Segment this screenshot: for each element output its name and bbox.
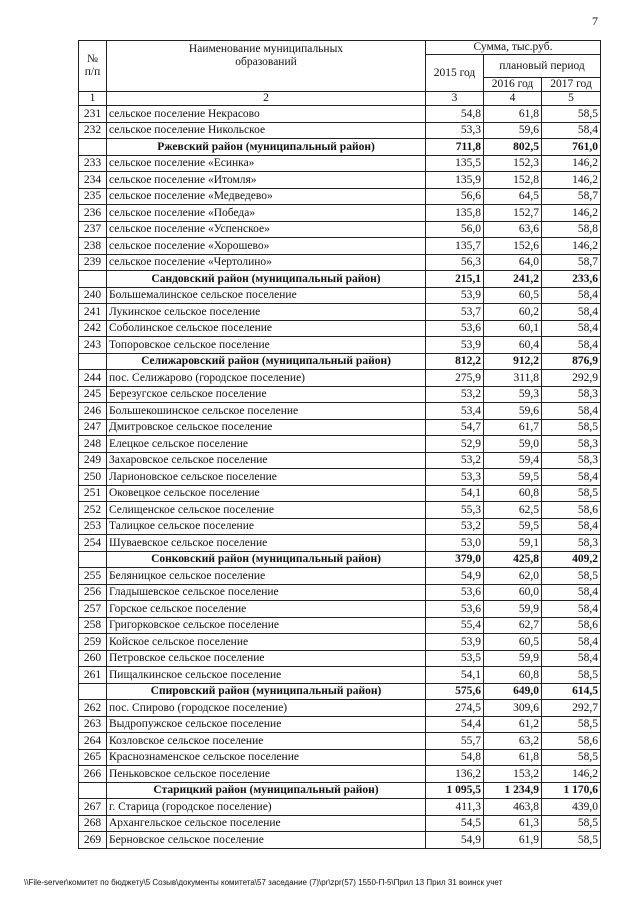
- municipality-name: Талицкое сельское поселение: [107, 518, 426, 535]
- amount-2015: 215,1: [426, 271, 484, 288]
- table-row: [79, 254, 601, 271]
- row-number: [79, 139, 107, 156]
- amount-2017: 58,5: [542, 749, 601, 766]
- municipality-name: Березугское сельское поселение: [107, 386, 426, 403]
- row-number: 262: [79, 700, 107, 717]
- table-row: [79, 287, 601, 304]
- amount-2015: 55,4: [426, 617, 484, 634]
- amount-2016: 60,0: [484, 584, 542, 601]
- amount-2015: 575,6: [426, 683, 484, 700]
- amount-2017: 146,2: [542, 172, 601, 189]
- amount-2017: 146,2: [542, 766, 601, 783]
- row-number: 245: [79, 386, 107, 403]
- amount-2015: 54,5: [426, 815, 484, 832]
- table-row: [79, 205, 601, 222]
- row-number: 254: [79, 535, 107, 552]
- row-number: 261: [79, 667, 107, 684]
- row-number: 241: [79, 304, 107, 321]
- amount-2016: 61,2: [484, 716, 542, 733]
- amount-2016: 912,2: [484, 353, 542, 370]
- district-row: [79, 782, 601, 799]
- table-row: [79, 634, 601, 651]
- table-row: [79, 766, 601, 783]
- table-row: [79, 700, 601, 717]
- table-row: [79, 733, 601, 750]
- municipality-name: Сонковский район (муниципальный район): [107, 551, 426, 568]
- row-number: 243: [79, 337, 107, 354]
- row-number: 255: [79, 568, 107, 585]
- municipality-name: Пеньковское сельское поселение: [107, 766, 426, 783]
- amount-2016: 425,8: [484, 551, 542, 568]
- municipality-name: Оковецкое сельское поселение: [107, 485, 426, 502]
- amount-2015: 53,5: [426, 650, 484, 667]
- table-row: [79, 502, 601, 519]
- table-row: [79, 799, 601, 816]
- table-row: [79, 535, 601, 552]
- amount-2017: 233,6: [542, 271, 601, 288]
- row-number: 265: [79, 749, 107, 766]
- amount-2017: 146,2: [542, 205, 601, 222]
- municipality-name: г. Старица (городское поселение): [107, 799, 426, 816]
- amount-2015: 55,3: [426, 502, 484, 519]
- row-number: 266: [79, 766, 107, 783]
- amount-2016: 60,5: [484, 634, 542, 651]
- table-row: [79, 518, 601, 535]
- table-row: [79, 650, 601, 667]
- amount-2017: 58,4: [542, 403, 601, 420]
- amount-2016: 60,8: [484, 485, 542, 502]
- amount-2016: 60,5: [484, 287, 542, 304]
- header-name: Наименование муниципальных образований: [107, 41, 426, 92]
- amount-2015: 53,6: [426, 584, 484, 601]
- header-index: 1: [79, 92, 107, 106]
- amount-2015: 53,2: [426, 386, 484, 403]
- amount-2015: 53,4: [426, 403, 484, 420]
- amount-2015: 135,5: [426, 155, 484, 172]
- amount-2015: 53,9: [426, 287, 484, 304]
- row-number: 231: [79, 106, 107, 123]
- amount-2016: 63,6: [484, 221, 542, 238]
- amount-2017: 58,4: [542, 287, 601, 304]
- table-row: [79, 304, 601, 321]
- row-number: 269: [79, 832, 107, 849]
- row-number: 248: [79, 436, 107, 453]
- municipality-name: сельское поселение Некрасово: [107, 106, 426, 123]
- municipality-name: Старицкий район (муниципальный район): [107, 782, 426, 799]
- amount-2015: 135,8: [426, 205, 484, 222]
- amount-2017: 58,7: [542, 254, 601, 271]
- row-number: 264: [79, 733, 107, 750]
- municipality-name: пос. Спирово (городское поселение): [107, 700, 426, 717]
- amount-2015: 54,4: [426, 716, 484, 733]
- municipality-name: Елецкое сельское поселение: [107, 436, 426, 453]
- amount-2016: 60,2: [484, 304, 542, 321]
- municipality-name: Койское сельское поселение: [107, 634, 426, 651]
- header-index-row: [79, 92, 601, 106]
- table-row: [79, 419, 601, 436]
- amount-2016: 60,8: [484, 667, 542, 684]
- amount-2017: 439,0: [542, 799, 601, 816]
- row-number: 237: [79, 221, 107, 238]
- municipality-name: сельское поселение Никольское: [107, 122, 426, 139]
- amount-2016: 649,0: [484, 683, 542, 700]
- amount-2015: 54,9: [426, 568, 484, 585]
- row-number: [79, 782, 107, 799]
- amount-2016: 59,1: [484, 535, 542, 552]
- municipality-name: сельское поселение «Медведево»: [107, 188, 426, 205]
- amount-2017: 876,9: [542, 353, 601, 370]
- table-row: [79, 601, 601, 618]
- amount-2016: 309,6: [484, 700, 542, 717]
- row-number: 249: [79, 452, 107, 469]
- amount-2015: 53,0: [426, 535, 484, 552]
- row-number: [79, 271, 107, 288]
- table-row: [79, 469, 601, 486]
- amount-2017: 1 170,6: [542, 782, 601, 799]
- amount-2017: 58,6: [542, 502, 601, 519]
- row-number: 233: [79, 155, 107, 172]
- header-row: [79, 41, 601, 55]
- amount-2017: 58,3: [542, 452, 601, 469]
- amount-2017: 58,4: [542, 584, 601, 601]
- amount-2017: 58,5: [542, 815, 601, 832]
- amount-2016: 59,4: [484, 452, 542, 469]
- amount-2015: 1 095,5: [426, 782, 484, 799]
- row-number: 238: [79, 238, 107, 255]
- table-row: [79, 386, 601, 403]
- header-index: 5: [542, 92, 601, 106]
- row-number: 240: [79, 287, 107, 304]
- municipality-name: Сандовский район (муниципальный район): [107, 271, 426, 288]
- row-number: 258: [79, 617, 107, 634]
- amount-2015: 53,2: [426, 452, 484, 469]
- amount-2016: 59,0: [484, 436, 542, 453]
- amount-2016: 61,9: [484, 832, 542, 849]
- amount-2016: 59,6: [484, 122, 542, 139]
- municipality-name: Беляницкое сельское поселение: [107, 568, 426, 585]
- amount-2017: 58,5: [542, 419, 601, 436]
- amount-2016: 59,9: [484, 601, 542, 618]
- amount-2015: 54,1: [426, 485, 484, 502]
- amount-2015: 53,3: [426, 122, 484, 139]
- municipality-name: сельское поселение «Итомля»: [107, 172, 426, 189]
- district-row: [79, 353, 601, 370]
- table-row: [79, 370, 601, 387]
- row-number: [79, 353, 107, 370]
- table-row: [79, 106, 601, 123]
- amount-2016: 1 234,9: [484, 782, 542, 799]
- municipality-name: Петровское сельское поселение: [107, 650, 426, 667]
- municipality-name: Дмитровское сельское поселение: [107, 419, 426, 436]
- amount-2015: 54,8: [426, 106, 484, 123]
- amount-2016: 61,8: [484, 749, 542, 766]
- amount-2015: 52,9: [426, 436, 484, 453]
- row-number: 259: [79, 634, 107, 651]
- amount-2015: 812,2: [426, 353, 484, 370]
- amount-2015: 274,5: [426, 700, 484, 717]
- amount-2017: 292,7: [542, 700, 601, 717]
- amount-2017: 146,2: [542, 155, 601, 172]
- table-row: [79, 749, 601, 766]
- amount-2016: 61,7: [484, 419, 542, 436]
- table-row: [79, 716, 601, 733]
- municipality-name: Пищалкинское сельское поселение: [107, 667, 426, 684]
- amount-2017: 58,4: [542, 601, 601, 618]
- district-row: [79, 271, 601, 288]
- amount-2017: 146,2: [542, 238, 601, 255]
- municipality-name: сельское поселение «Чертолино»: [107, 254, 426, 271]
- municipality-name: Ларионовское сельское поселение: [107, 469, 426, 486]
- header-2017: 2017 год: [542, 78, 601, 92]
- amount-2015: 53,3: [426, 469, 484, 486]
- row-number: 234: [79, 172, 107, 189]
- amount-2015: 135,7: [426, 238, 484, 255]
- amount-2016: 59,5: [484, 518, 542, 535]
- municipality-name: сельское поселение «Хорошево»: [107, 238, 426, 255]
- amount-2017: 58,4: [542, 650, 601, 667]
- table-row: [79, 221, 601, 238]
- amount-2016: 311,8: [484, 370, 542, 387]
- amount-2015: 55,7: [426, 733, 484, 750]
- municipality-name: сельское поселение «Победа»: [107, 205, 426, 222]
- amount-2017: 58,4: [542, 634, 601, 651]
- amount-2016: 62,0: [484, 568, 542, 585]
- municipality-name: Шуваевское сельское поселение: [107, 535, 426, 552]
- amount-2015: 379,0: [426, 551, 484, 568]
- amount-2017: 58,4: [542, 469, 601, 486]
- table-row: [79, 568, 601, 585]
- amount-2015: 275,9: [426, 370, 484, 387]
- table-row: [79, 667, 601, 684]
- row-number: 236: [79, 205, 107, 222]
- footer-file-path: \\File-server\комитет по бюджету\5 Созыв\документы комитета\57 заседание (7)\pr\zpr(57) 1550-П-5\Прил 13 Прил 31 воинск учет: [24, 878, 503, 887]
- amount-2015: 56,6: [426, 188, 484, 205]
- amount-2015: 56,0: [426, 221, 484, 238]
- municipality-name: Захаровское сельское поселение: [107, 452, 426, 469]
- amount-2017: 58,3: [542, 436, 601, 453]
- municipality-name: Соболинское сельское поселение: [107, 320, 426, 337]
- amount-2016: 59,5: [484, 469, 542, 486]
- row-number: 242: [79, 320, 107, 337]
- amount-2015: 54,9: [426, 832, 484, 849]
- amount-2016: 59,6: [484, 403, 542, 420]
- municipality-name: Селижаровский район (муниципальный район): [107, 353, 426, 370]
- amount-2017: 58,7: [542, 188, 601, 205]
- amount-2017: 58,5: [542, 832, 601, 849]
- municipality-name: Григорковское сельское поселение: [107, 617, 426, 634]
- district-row: [79, 139, 601, 156]
- table-row: [79, 832, 601, 849]
- municipality-name: Топоровское сельское поселение: [107, 337, 426, 354]
- header-sum: Сумма, тыс.руб.: [426, 41, 601, 55]
- row-number: 239: [79, 254, 107, 271]
- row-number: 260: [79, 650, 107, 667]
- amount-2017: 58,5: [542, 106, 601, 123]
- amount-2017: 58,3: [542, 535, 601, 552]
- amount-2017: 58,6: [542, 733, 601, 750]
- amount-2015: 53,6: [426, 320, 484, 337]
- row-number: 256: [79, 584, 107, 601]
- amount-2016: 152,6: [484, 238, 542, 255]
- amount-2017: 58,5: [542, 716, 601, 733]
- amount-2017: 58,5: [542, 485, 601, 502]
- header-2016: 2016 год: [484, 78, 542, 92]
- amount-2016: 60,1: [484, 320, 542, 337]
- amount-2017: 292,9: [542, 370, 601, 387]
- amount-2016: 61,8: [484, 106, 542, 123]
- municipality-name: Выдропужское сельское поселение: [107, 716, 426, 733]
- municipality-name: Ржевский район (муниципальный район): [107, 139, 426, 156]
- table-row: [79, 452, 601, 469]
- row-number: 235: [79, 188, 107, 205]
- row-number: 232: [79, 122, 107, 139]
- table-row: [79, 155, 601, 172]
- amount-2017: 58,4: [542, 320, 601, 337]
- amount-2015: 136,2: [426, 766, 484, 783]
- row-number: 263: [79, 716, 107, 733]
- municipality-name: сельское поселение «Есинка»: [107, 155, 426, 172]
- table-row: [79, 436, 601, 453]
- row-number: 257: [79, 601, 107, 618]
- amount-2016: 62,7: [484, 617, 542, 634]
- row-number: 244: [79, 370, 107, 387]
- amount-2016: 63,2: [484, 733, 542, 750]
- table-row: [79, 238, 601, 255]
- amount-2016: 152,7: [484, 205, 542, 222]
- amount-2017: 58,4: [542, 518, 601, 535]
- amount-2015: 53,7: [426, 304, 484, 321]
- row-number: 246: [79, 403, 107, 420]
- amount-2016: 61,3: [484, 815, 542, 832]
- amount-2017: 761,0: [542, 139, 601, 156]
- municipality-name: Большекошинское сельское поселение: [107, 403, 426, 420]
- municipality-name: Селищенское сельское поселение: [107, 502, 426, 519]
- municipality-name: пос. Селижарово (городское поселение): [107, 370, 426, 387]
- amount-2015: 135,9: [426, 172, 484, 189]
- row-number: 253: [79, 518, 107, 535]
- row-number: 251: [79, 485, 107, 502]
- amount-2016: 64,5: [484, 188, 542, 205]
- amount-2017: 58,8: [542, 221, 601, 238]
- table-row: [79, 337, 601, 354]
- table-row: [79, 122, 601, 139]
- row-number: 267: [79, 799, 107, 816]
- amount-2017: 58,4: [542, 122, 601, 139]
- municipality-name: Гладышевское сельское поселение: [107, 584, 426, 601]
- table-row: [79, 403, 601, 420]
- amount-2016: 153,2: [484, 766, 542, 783]
- district-row: [79, 551, 601, 568]
- amount-2016: 463,8: [484, 799, 542, 816]
- amount-2016: 152,3: [484, 155, 542, 172]
- table-row: [79, 172, 601, 189]
- amount-2015: 411,3: [426, 799, 484, 816]
- amount-2015: 711,8: [426, 139, 484, 156]
- amount-2017: 58,4: [542, 337, 601, 354]
- page-number: 7: [592, 14, 598, 28]
- amount-2016: 62,5: [484, 502, 542, 519]
- amount-2016: 59,3: [484, 386, 542, 403]
- row-number: [79, 551, 107, 568]
- municipality-name: Козловское сельское поселение: [107, 733, 426, 750]
- municipality-name: Горское сельское поселение: [107, 601, 426, 618]
- amount-2015: 53,2: [426, 518, 484, 535]
- amount-2017: 58,4: [542, 304, 601, 321]
- amount-2017: 409,2: [542, 551, 601, 568]
- amount-2016: 59,9: [484, 650, 542, 667]
- amount-2016: 802,5: [484, 139, 542, 156]
- district-row: [79, 683, 601, 700]
- header-planned-period: плановый период: [484, 55, 601, 78]
- header-index: 2: [107, 92, 426, 106]
- amount-2016: 64,0: [484, 254, 542, 271]
- amount-2017: 614,5: [542, 683, 601, 700]
- municipality-name: Берновское сельское поселение: [107, 832, 426, 849]
- amount-2015: 54,7: [426, 419, 484, 436]
- table-row: [79, 815, 601, 832]
- amount-2015: 54,1: [426, 667, 484, 684]
- row-number: [79, 683, 107, 700]
- table-row: [79, 485, 601, 502]
- table-row: [79, 617, 601, 634]
- municipality-name: Лукинское сельское поселение: [107, 304, 426, 321]
- amount-2015: 53,6: [426, 601, 484, 618]
- header-index: 4: [484, 92, 542, 106]
- header-2015: 2015 год: [426, 55, 484, 92]
- municipality-name: Спировский район (муниципальный район): [107, 683, 426, 700]
- table-row: [79, 320, 601, 337]
- table-body: [79, 106, 601, 849]
- row-number: 247: [79, 419, 107, 436]
- amount-2017: 58,3: [542, 386, 601, 403]
- row-number: 268: [79, 815, 107, 832]
- table-row: [79, 584, 601, 601]
- row-number: 252: [79, 502, 107, 519]
- amount-2016: 60,4: [484, 337, 542, 354]
- amount-2015: 56,3: [426, 254, 484, 271]
- amount-2015: 54,8: [426, 749, 484, 766]
- amount-2017: 58,6: [542, 617, 601, 634]
- amount-2017: 58,5: [542, 568, 601, 585]
- municipality-name: Архангельское сельское поселение: [107, 815, 426, 832]
- header-number: № п/п: [79, 41, 107, 92]
- amount-2015: 53,9: [426, 634, 484, 651]
- row-number: 250: [79, 469, 107, 486]
- amount-2017: 58,5: [542, 667, 601, 684]
- municipality-name: Большемалинское сельское поселение: [107, 287, 426, 304]
- amount-2016: 241,2: [484, 271, 542, 288]
- amount-2015: 53,9: [426, 337, 484, 354]
- table-row: [79, 188, 601, 205]
- municipality-name: сельское поселение «Успенское»: [107, 221, 426, 238]
- budget-table: [78, 40, 601, 849]
- header-index: 3: [426, 92, 484, 106]
- municipality-name: Краснознаменское сельское поселение: [107, 749, 426, 766]
- amount-2016: 152,8: [484, 172, 542, 189]
